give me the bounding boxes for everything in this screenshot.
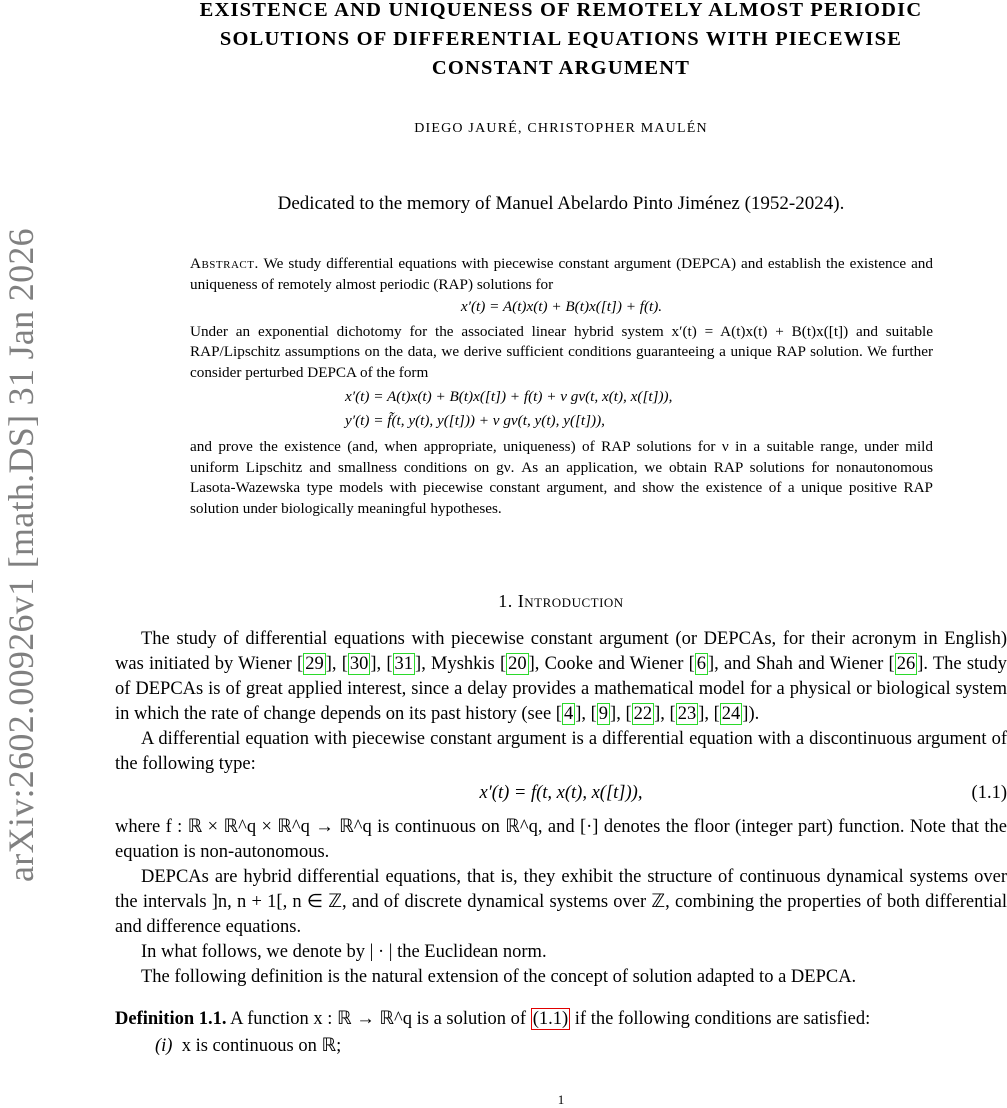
- citation-link[interactable]: 6: [696, 654, 706, 674]
- section-title: Introduction: [517, 591, 624, 611]
- citation-link[interactable]: 30: [349, 654, 369, 674]
- equation-reference-link[interactable]: (1.1): [532, 1009, 569, 1029]
- abstract-equation: y′(t) = f̃(t, y(t), y([t])) + ν gν(t, y(t), y([t])),: [345, 412, 605, 429]
- title-line: EXISTENCE AND UNIQUENESS OF REMOTELY ALMOST PERIODIC: [199, 0, 923, 21]
- definition-1-1: [115, 1007, 1007, 1059]
- definition-item: [155, 1034, 1007, 1059]
- title-line: SOLUTIONS OF DIFFERENTIAL EQUATIONS WITH PIECEWISE: [219, 28, 903, 50]
- abstract-label: Abstract.: [190, 255, 259, 272]
- arxiv-identifier-text: arXiv:2602.00926v1 [math.DS] 31 Jan 2026: [1, 228, 41, 882]
- abstract: [190, 254, 933, 519]
- abstract-equation-pair: [345, 385, 933, 433]
- intro-paragraph: DEPCAs are hybrid differential equations, that is, they exhibit the structure of continuous dynamical systems over the intervals ]n, n + 1[, n ∈ ℤ, and of discrete dynamical systems over ℤ, combining the properties of both differential and difference equations.: [115, 867, 1007, 937]
- text-span: ).: [748, 704, 760, 724]
- authors: DIEGO JAURÉ, CHRISTOPHER MAULÉN: [414, 121, 708, 136]
- item-text: x is continuous on ℝ;: [181, 1036, 342, 1056]
- equation-1-1: x′(t) = f(t, x(t), x([t])),: [479, 783, 643, 803]
- title-line: CONSTANT ARGUMENT: [431, 57, 691, 79]
- intro-paragraph: In what follows, we denote by | · | the Euclidean norm.: [141, 942, 547, 962]
- citation-link[interactable]: 24: [721, 704, 741, 724]
- abstract-paragraph: and prove the existence (and, when appropriate, uniqueness) of RAP solutions for ν in a suitable range, under mild uniform Lipschitz and smallness conditions on gν. As an application, we obtain RAP solutions for nonautonomous Lasota-Wazewska type models with piecewise constant argument, and show the existence of a unique positive RAP solution under biologically meaningful hypotheses.: [190, 438, 933, 517]
- citation-link[interactable]: 23: [677, 704, 697, 724]
- citation-link[interactable]: 4: [563, 704, 574, 724]
- citation-link[interactable]: 31: [394, 654, 414, 674]
- intro-paragraph: The study of differential equations with piecewise constant argument (or DEPCAs, for their acronym in English) was initiated by Wiener [ 29 ], [ 30 ], [ 31 ], Myshkis [ 20 ], Cooke and Wiener [ 6 ], and Shah and Wiener [ 26 ]. The study of DEPCAs is of great applied interest, since a delay provides a mathematical model for a physical or biological system in which the rate of change depends on its past history (see [ 4 ], [ 9 ], [ 22 ], [ 23 ], [ 24 ]).: [115, 629, 1007, 724]
- introduction-body: [115, 627, 1007, 990]
- section-heading: [115, 591, 1007, 612]
- text-span: A function x : ℝ → ℝ^q is a solution of: [230, 1009, 527, 1029]
- text-span: Cooke and Wiener: [544, 654, 684, 674]
- intro-paragraph: A differential equation with piecewise constant argument is a differential equation with a discontinuous argument of the following type:: [115, 729, 1007, 774]
- text-span: if the following conditions are satisfied:: [574, 1009, 871, 1029]
- text-span: and Shah and Wiener: [723, 654, 884, 674]
- citation-link[interactable]: 20: [508, 654, 527, 674]
- text-span: Myshkis: [431, 654, 495, 674]
- citation-link[interactable]: 22: [633, 704, 653, 724]
- citation-link[interactable]: 29: [305, 654, 324, 674]
- definition-label: Definition 1.1.: [115, 1009, 227, 1029]
- text-span: The study of differential equations with piecewise constant argument (or DEPCAs, for their acronym in English) was initiated by Wiener: [115, 629, 1007, 674]
- item-label: (i): [155, 1036, 173, 1056]
- intro-paragraph: The following definition is the natural extension of the concept of solution adapted to a DEPCA.: [141, 967, 857, 987]
- section-number: 1.: [498, 591, 513, 611]
- abstract-paragraph: Under an exponential dichotomy for the associated linear hybrid system x′(t) = A(t)x(t) + B(t)x([t]) and suitable RAP/Lipschitz assumptions on the data, we derive sufficient conditions guaranteeing a unique RAP solution. We further consider perturbed DEPCA of the form: [190, 322, 933, 381]
- text-span: . The study of DEPCAs is of great applied interest, since a delay provides a mathematical model for a physical or biological system in which the rate of change depends on its past history (see: [115, 654, 1007, 724]
- dedication: Dedicated to the memory of Manuel Abelardo Pinto Jiménez (1952-2024).: [277, 193, 845, 214]
- citation-link[interactable]: 26: [896, 654, 916, 674]
- abstract-equation: x′(t) = A(t)x(t) + B(t)x([t]) + f(t).: [460, 298, 663, 315]
- citation-link[interactable]: 9: [598, 704, 609, 724]
- display-equation: [115, 781, 1007, 813]
- abstract-equation: x′(t) = A(t)x(t) + B(t)x([t]) + f(t) + ν gν(t, x(t), x([t])),: [345, 388, 673, 405]
- intro-paragraph: where f : ℝ × ℝ^q × ℝ^q → ℝ^q is continuous on ℝ^q, and [·] denotes the floor (integer part) function. Note that the equation is non-autonomous.: [115, 817, 1007, 862]
- paper-title: [150, 0, 972, 83]
- page-number: 1: [557, 1092, 565, 1107]
- abstract-paragraph: We study differential equations with piecewise constant argument (DEPCA) and establish the existence and uniqueness of remotely almost periodic (RAP) solutions for: [190, 255, 933, 293]
- equation-number: (1.1): [971, 783, 1007, 803]
- arxiv-identifier: [2, 175, 40, 935]
